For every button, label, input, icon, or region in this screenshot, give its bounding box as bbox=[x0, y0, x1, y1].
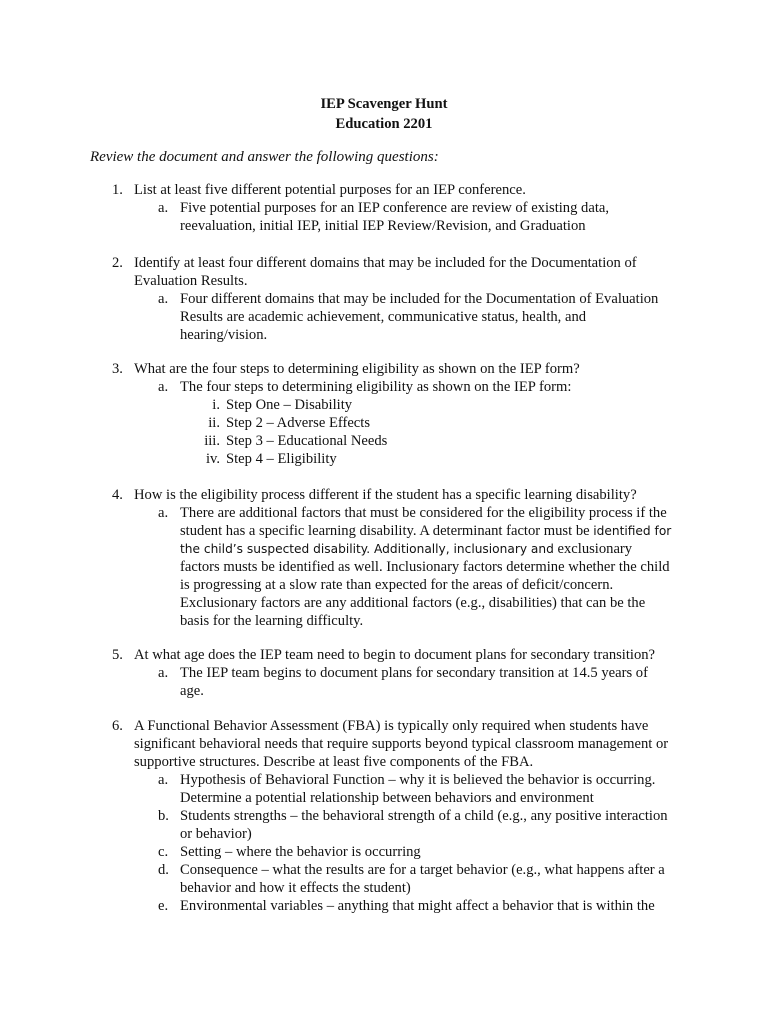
question-text: List at least five different potential purposes for an IEP conference. bbox=[134, 182, 526, 198]
step-text: Step 4 – Eligibility bbox=[226, 451, 337, 467]
fba-component bbox=[158, 807, 672, 843]
answer bbox=[158, 664, 672, 700]
question-number: 3. bbox=[112, 361, 123, 377]
fba-component bbox=[158, 861, 672, 897]
component-marker: c. bbox=[158, 844, 169, 860]
question-text: At what age does the IEP team need to begin to document plans for secondary transition? bbox=[134, 647, 656, 663]
answer bbox=[158, 504, 672, 630]
component-text: Setting – where the behavior is occurring bbox=[180, 844, 421, 860]
answer-text: The IEP team begins to document plans for secondary transition at 14.5 years of age. bbox=[180, 665, 648, 699]
question-5 bbox=[112, 646, 672, 700]
answer-text: The four steps to determining eligibility as shown on the IEP form: bbox=[180, 379, 572, 395]
step-text: Step 3 – Educational Needs bbox=[226, 433, 388, 449]
question-1 bbox=[112, 181, 672, 235]
answer-marker: a. bbox=[158, 200, 169, 216]
question-number: 5. bbox=[112, 647, 123, 663]
step-item bbox=[208, 414, 672, 432]
component-text: Hypothesis of Behavioral Function – why it is believed the behavior is occurring. Determine a potential relationship between behaviors and environment bbox=[180, 772, 656, 806]
component-text: Students strengths – the behavioral strength of a child (e.g., any positive interaction or behavior) bbox=[180, 808, 668, 842]
question-text: A Functional Behavior Assessment (FBA) is typically only required when students have significant behavioral needs that require supports beyond typical classroom management or supportive structures. Describe at least five components of the FBA. bbox=[134, 718, 669, 770]
fba-component bbox=[158, 771, 672, 807]
fba-component bbox=[158, 897, 672, 915]
question-2 bbox=[112, 254, 672, 344]
step-marker: iii. bbox=[204, 433, 220, 449]
step-text: Step One – Disability bbox=[226, 397, 353, 413]
question-3 bbox=[112, 360, 672, 468]
question-text: Identify at least four different domains that may be included for the Documentation of Evaluation Results. bbox=[134, 255, 637, 289]
document-title: IEP Scavenger Hunt bbox=[320, 96, 448, 112]
answer bbox=[158, 378, 672, 396]
step-item bbox=[204, 432, 672, 450]
component-text: Environmental variables – anything that might affect a behavior that is within the bbox=[180, 898, 655, 914]
component-marker: d. bbox=[158, 862, 169, 878]
component-marker: e. bbox=[158, 898, 169, 914]
question-number: 2. bbox=[112, 255, 123, 271]
question-text: What are the four steps to determining eligibility as shown on the IEP form? bbox=[134, 361, 580, 377]
step-item bbox=[205, 450, 672, 468]
component-text: Consequence – what the results are for a target behavior (e.g., what happens after a behavior and how it effects the student) bbox=[180, 862, 665, 896]
component-marker: b. bbox=[158, 808, 169, 824]
answer-marker: a. bbox=[158, 379, 169, 395]
answer-marker: a. bbox=[158, 665, 169, 681]
step-marker: iv. bbox=[205, 451, 220, 467]
question-text: How is the eligibility process different if the student has a specific learning disability? bbox=[134, 487, 637, 503]
instructions: Review the document and answer the following questions: bbox=[90, 149, 439, 165]
question-number: 1. bbox=[112, 182, 123, 198]
answer-text-sans: identified for the child’s suspected disability. Additionally, inclusionary and bbox=[180, 524, 672, 556]
step-text: Step 2 – Adverse Effects bbox=[226, 415, 371, 431]
component-marker: a. bbox=[158, 772, 169, 788]
question-6 bbox=[112, 717, 672, 915]
answer bbox=[158, 290, 672, 344]
question-number: 4. bbox=[112, 487, 123, 503]
answer-text: There are additional factors that must be considered for the eligibility process if the student has a specific learning disability. A determinant factor must be bbox=[180, 505, 667, 539]
step-item bbox=[212, 396, 672, 414]
answer-text: Five potential purposes for an IEP conference are review of existing data, reevaluation, initial IEP, initial IEP Review/Revision, and Graduation bbox=[180, 200, 610, 234]
answer-marker: a. bbox=[158, 291, 169, 307]
fba-component bbox=[158, 843, 672, 861]
course-name: Education 2201 bbox=[335, 116, 433, 132]
answer bbox=[158, 199, 672, 235]
question-number: 6. bbox=[112, 718, 123, 734]
question-4 bbox=[112, 486, 672, 630]
step-marker: i. bbox=[212, 397, 220, 413]
step-marker: ii. bbox=[208, 415, 220, 431]
answer-marker: a. bbox=[158, 505, 169, 521]
document-header bbox=[0, 94, 768, 134]
answer-text: Four different domains that may be included for the Documentation of Evaluation Results are academic achievement, communicative status, health, and hearing/vision. bbox=[180, 291, 659, 343]
answer-text-continued: exclusionary factors musts be identified as well. Inclusionary factors determine whether the child is progressing at a slow rate than expected for the areas of deficit/concern. Exclusionary factors are any additional factors (e.g., disabilities) that can be the basis for the learning difficulty. bbox=[180, 541, 670, 629]
